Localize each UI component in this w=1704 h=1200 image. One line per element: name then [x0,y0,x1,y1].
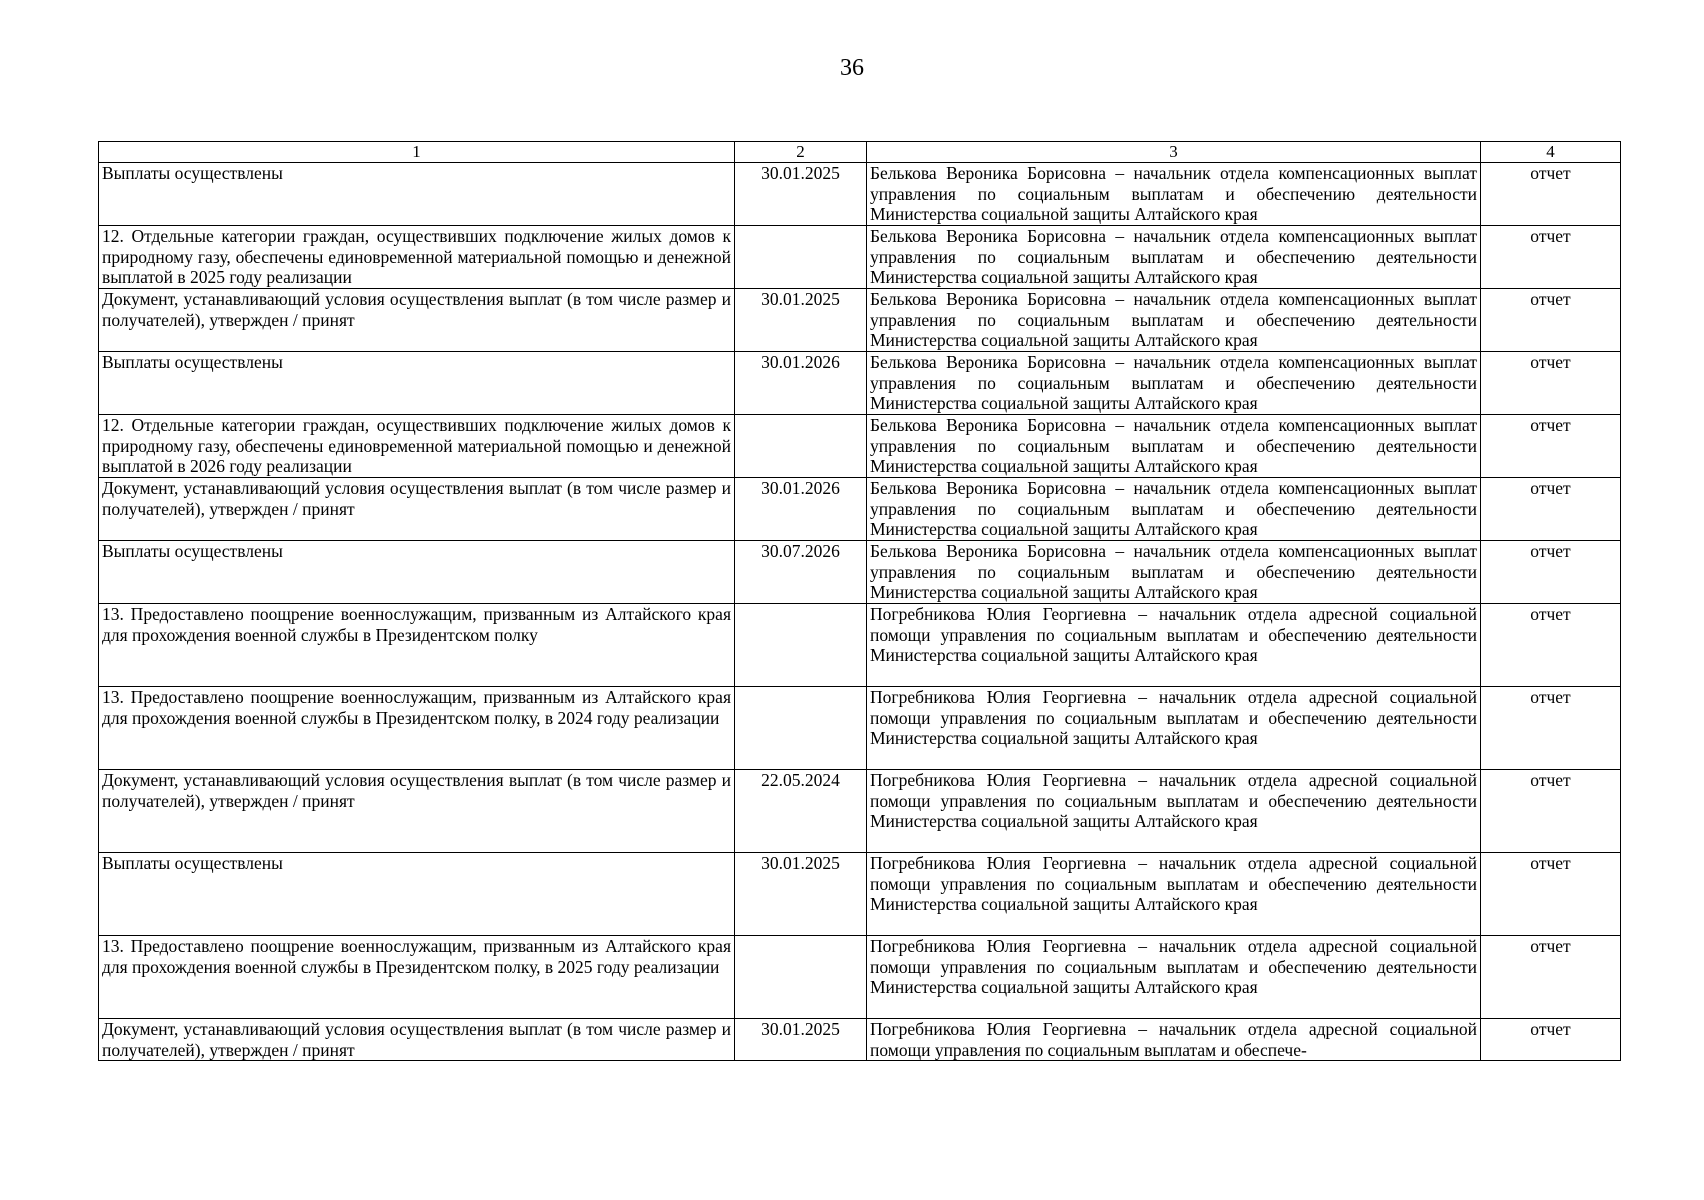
event-description: 12. Отдельные категории граждан, осуществивших подключение жилых домов к природному газу, обеспечены единовременной материальной помощью и денежной выплатой в 2025 году реализации [99,226,735,289]
table-row [99,604,1621,687]
report-type: отчет [1481,1019,1621,1061]
report-type: отчет [1481,163,1621,226]
deadline-date: 30.01.2025 [735,853,867,936]
report-type: отчет [1481,289,1621,352]
table-row [99,163,1621,226]
responsible-person: Белькова Вероника Борисовна – начальник отдела компенсационных выплат управления по социальным выплатам и обеспечению деятельности Министерства социальной защиты Алтайского края [867,478,1481,541]
event-description: 12. Отдельные категории граждан, осуществивших подключение жилых домов к природному газу, обеспечены единовременной материальной помощью и денежной выплатой в 2026 году реализации [99,415,735,478]
deadline-date: 30.01.2026 [735,478,867,541]
table-row [99,478,1621,541]
event-description: Выплаты осуществлены [99,853,735,936]
responsible-person: Белькова Вероника Борисовна – начальник отдела компенсационных выплат управления по социальным выплатам и обеспечению деятельности Министерства социальной защиты Алтайского края [867,541,1481,604]
responsible-person: Погребникова Юлия Георгиевна – начальник отдела адресной социальной помощи управления по социальным выплатам и обеспечению деятельности Министерства социальной защиты Алтайского края [867,936,1481,1019]
report-type: отчет [1481,478,1621,541]
event-description: Документ, устанавливающий условия осуществления выплат (в том числе размер и получателей), утвержден / принят [99,289,735,352]
column-header-2: 2 [735,142,867,163]
table-row [99,853,1621,936]
report-type: отчет [1481,604,1621,687]
report-type: отчет [1481,770,1621,853]
responsible-person: Погребникова Юлия Георгиевна – начальник отдела адресной социальной помощи управления по социальным выплатам и обеспечению деятельности Министерства социальной защиты Алтайского края [867,853,1481,936]
deadline-date [735,604,867,687]
event-description: Документ, устанавливающий условия осуществления выплат (в том числе размер и получателей), утвержден / принят [99,1019,735,1061]
event-description: Выплаты осуществлены [99,352,735,415]
plan-table [98,141,1621,1061]
report-type: отчет [1481,687,1621,770]
responsible-person: Белькова Вероника Борисовна – начальник отдела компенсационных выплат управления по социальным выплатам и обеспечению деятельности Министерства социальной защиты Алтайского края [867,352,1481,415]
report-type: отчет [1481,226,1621,289]
column-header-4: 4 [1481,142,1621,163]
responsible-person: Белькова Вероника Борисовна – начальник отдела компенсационных выплат управления по социальным выплатам и обеспечению деятельности Министерства социальной защиты Алтайского края [867,289,1481,352]
event-description: 13. Предоставлено поощрение военнослужащим, призванным из Алтайского края для прохождения военной службы в Президентском полку, в 2024 году реализации [99,687,735,770]
deadline-date: 30.01.2025 [735,1019,867,1061]
table-row [99,687,1621,770]
deadline-date: 30.01.2025 [735,289,867,352]
table-row [99,936,1621,1019]
report-type: отчет [1481,936,1621,1019]
report-type: отчет [1481,853,1621,936]
page-number: 36 [840,55,864,81]
table-row [99,226,1621,289]
table-row [99,770,1621,853]
responsible-person: Белькова Вероника Борисовна – начальник отдела компенсационных выплат управления по социальным выплатам и обеспечению деятельности Министерства социальной защиты Алтайского края [867,226,1481,289]
responsible-person: Погребникова Юлия Георгиевна – начальник отдела адресной социальной помощи управления по социальным выплатам и обеспечению деятельности Министерства социальной защиты Алтайского края [867,604,1481,687]
report-type: отчет [1481,352,1621,415]
table-row [99,352,1621,415]
responsible-person: Погребникова Юлия Георгиевна – начальник отдела адресной социальной помощи управления по социальным выплатам и обеспечению деятельности Министерства социальной защиты Алтайского края [867,687,1481,770]
deadline-date: 30.01.2025 [735,163,867,226]
report-type: отчет [1481,415,1621,478]
responsible-person: Погребникова Юлия Георгиевна – начальник отдела адресной социальной помощи управления по социальным выплатам и обеспече- [867,1019,1481,1061]
table-row [99,1019,1621,1061]
table-header-row [99,142,1621,163]
event-description: Выплаты осуществлены [99,163,735,226]
event-description: Документ, устанавливающий условия осуществления выплат (в том числе размер и получателей), утвержден / принят [99,770,735,853]
table-row [99,541,1621,604]
event-description: Выплаты осуществлены [99,541,735,604]
column-header-3: 3 [867,142,1481,163]
deadline-date: 22.05.2024 [735,770,867,853]
event-description: 13. Предоставлено поощрение военнослужащим, призванным из Алтайского края для прохождения военной службы в Президентском полку [99,604,735,687]
table-row [99,415,1621,478]
deadline-date [735,687,867,770]
deadline-date [735,415,867,478]
event-description: Документ, устанавливающий условия осуществления выплат (в том числе размер и получателей), утвержден / принят [99,478,735,541]
report-type: отчет [1481,541,1621,604]
deadline-date: 30.07.2026 [735,541,867,604]
deadline-date [735,936,867,1019]
event-description: 13. Предоставлено поощрение военнослужащим, призванным из Алтайского края для прохождения военной службы в Президентском полку, в 2025 году реализации [99,936,735,1019]
column-header-1: 1 [99,142,735,163]
table-row [99,289,1621,352]
responsible-person: Белькова Вероника Борисовна – начальник отдела компенсационных выплат управления по социальным выплатам и обеспечению деятельности Министерства социальной защиты Алтайского края [867,415,1481,478]
responsible-person: Белькова Вероника Борисовна – начальник отдела компенсационных выплат управления по социальным выплатам и обеспечению деятельности Министерства социальной защиты Алтайского края [867,163,1481,226]
responsible-person: Погребникова Юлия Георгиевна – начальник отдела адресной социальной помощи управления по социальным выплатам и обеспечению деятельности Министерства социальной защиты Алтайского края [867,770,1481,853]
deadline-date: 30.01.2026 [735,352,867,415]
deadline-date [735,226,867,289]
